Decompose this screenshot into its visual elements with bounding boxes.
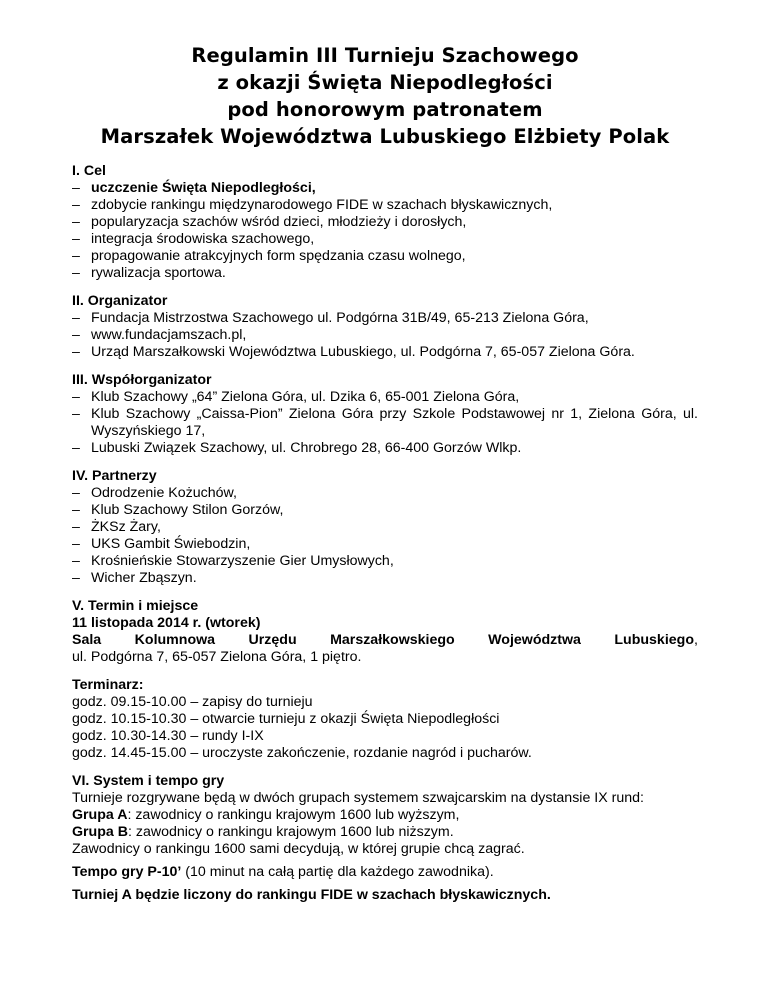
section-organizator <box>72 293 698 361</box>
list-item: – Krośnieńskie Stowarzyszenie Gier Umysłowych, <box>72 553 394 569</box>
section-heading-terminarz: Terminarz: <box>72 677 144 693</box>
schedule-item: godz. 10.15-10.30 – otwarcie turnieju z okazji Święta Niepodległości <box>72 711 500 727</box>
list-item: – Lubuski Związek Szachowy, ul. Chrobrego 28, 66-400 Gorzów Wlkp. <box>72 440 522 456</box>
section-heading-partnerzy: IV. Partnerzy <box>72 468 157 484</box>
section-heading-wspolorganizator: III. Współorganizator <box>72 372 212 388</box>
section-partnerzy <box>72 468 698 587</box>
fide-note: Turniej A będzie liczony do rankingu FIDE w szachach błyskawicznych. <box>72 887 551 903</box>
venue-name: Sala Kolumnowa Urzędu Marszałkowskiego Województwa Lubuskiego, <box>72 632 698 648</box>
title-line-2: z okazji Święta Niepodległości <box>217 71 553 94</box>
schedule-item: godz. 10.30-14.30 – rundy I-IX <box>72 728 264 744</box>
list-item: – Fundacja Mistrzostwa Szachowego ul. Podgórna 31B/49, 65-213 Zielona Góra, <box>72 310 589 326</box>
section-heading-cel: I. Cel <box>72 163 106 179</box>
list-item: – Klub Szachowy „Caissa-Pion” Zielona Góra przy Szkole Podstawowej nr 1, Zielona Góra, ul. Wyszyńskiego 17, <box>72 406 698 439</box>
group-b: Grupa B: zawodnicy o rankingu krajowym 1600 lub niższym. <box>72 824 454 840</box>
list-item: – propagowanie atrakcyjnych form spędzania czasu wolnego, <box>72 248 466 264</box>
list-item: – integracja środowiska szachowego, <box>72 231 315 247</box>
document-title <box>72 42 698 150</box>
document-page <box>72 42 698 915</box>
group-a: Grupa A: zawodnicy o rankingu krajowym 1600 lub wyższym, <box>72 807 460 823</box>
schedule-item: godz. 09.15-10.00 – zapisy do turnieju <box>72 694 313 710</box>
list-item: – Klub Szachowy Stilon Gorzów, <box>72 502 284 518</box>
list-item: – UKS Gambit Świebodzin, <box>72 536 251 552</box>
section-system <box>72 773 698 904</box>
section-cel <box>72 163 698 282</box>
list-item: – rywalizacja sportowa. <box>72 265 226 281</box>
list-item: – zdobycie rankingu międzynarodowego FIDE w szachach błyskawicznych, <box>72 197 553 213</box>
list-item: – Odrodzenie Kożuchów, <box>72 485 237 501</box>
venue-address: ul. Podgórna 7, 65-057 Zielona Góra, 1 piętro. <box>72 649 362 665</box>
list-item: – ŻKSz Żary, <box>72 519 161 535</box>
section-heading-termin: V. Termin i miejsce <box>72 598 199 614</box>
title-line-4: Marszałek Województwa Lubuskiego Elżbiety Polak <box>100 125 670 148</box>
system-intro: Turnieje rozgrywane będą w dwóch grupach systemem szwajcarskim na dystansie IX rund: <box>72 790 644 806</box>
tempo: Tempo gry P-10’ (10 minut na całą partię dla każdego zawodnika). <box>72 864 494 880</box>
section-termin <box>72 598 698 666</box>
section-wspolorganizator <box>72 372 698 457</box>
group-decision: Zawodnicy o rankingu 1600 sami decydują, w której grupie chcą zagrać. <box>72 841 525 857</box>
schedule-item: godz. 14.45-15.00 – uroczyste zakończenie, rozdanie nagród i pucharów. <box>72 745 532 761</box>
list-item: – popularyzacja szachów wśród dzieci, młodzieży i dorosłych, <box>72 214 467 230</box>
website-link[interactable]: www.fundacjamszach.pl, <box>91 327 247 343</box>
section-heading-organizator: II. Organizator <box>72 293 168 309</box>
title-line-3: pod honorowym patronatem <box>227 98 543 121</box>
list-item: – Urząd Marszałkowski Województwa Lubuskiego, ul. Podgórna 7, 65-057 Zielona Góra. <box>72 344 635 360</box>
title-line-1: Regulamin III Turnieju Szachowego <box>191 44 579 67</box>
list-item: – Klub Szachowy „64” Zielona Góra, ul. Dzika 6, 65-001 Zielona Góra, <box>72 389 520 405</box>
list-item: – www.fundacjamszach.pl, <box>72 327 698 344</box>
section-heading-system: VI. System i tempo gry <box>72 773 225 789</box>
list-item: – uczczenie Święta Niepodległości, <box>72 180 316 196</box>
list-item: – Wicher Zbąszyn. <box>72 570 197 586</box>
event-date: 11 listopada 2014 r. (wtorek) <box>72 615 261 631</box>
section-terminarz <box>72 677 698 762</box>
